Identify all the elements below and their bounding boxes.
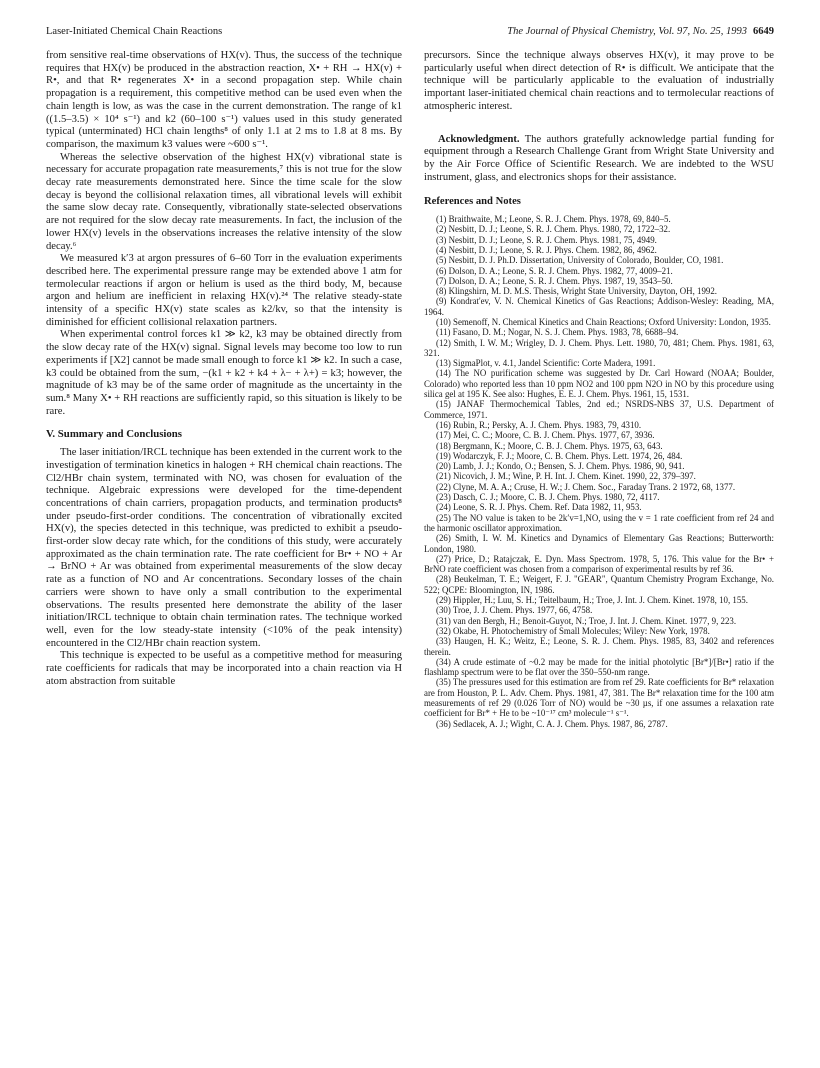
paragraph: precursors. Since the technique always observes HX(v), it may prove to be particularly useful when direct detection of R• is difficult. We anticipate that the technique will be particularly applicable to the evaluation of industrially important laser-initiated chemical chain reactions and to termolecular reactions of atmospheric interest. (424, 50, 774, 112)
journal-citation (507, 26, 774, 37)
references-list (424, 214, 774, 729)
paragraph: The laser initiation/IRCL technique has been extended in the current work to the investigation of termination kinetics in halogen + RH chemical chain reactions. The Cl2/HBr chain system, terminated with NO, was chosen for evaluation of the technique. Algebraic expressions were developed for the time-dependent concentrations of chain carriers, propagation products, and termination products⁸ under pseudo-first-order conditions. The concentration of vibrationally excited HX(v), the species detected in this technique, was predicted to exhibit a pseudo-first-order slow decay rate which, for the conditions of this study, were accurately approximated as the chain termination rate. The rate coefficient for Br• + NO + Ar → BrNO + Ar was obtained from experimental measurements of the slow decay rate as a function of NO and Ar concentrations. Secondary losses of the chain carriers were shown to have only a small contribution to the experimental observations. The results presented here demonstrate the ability of the laser initiation/IRCL technique to obtain chain termination rates. The technique worked well, even for the low steady-state intensity (<10% of the peak intensity) encountered in the Cl2/HBr chain reaction system. (46, 447, 402, 649)
acknowledgment-label: Acknowledgment. (438, 133, 520, 145)
reference-item: (16) Rubin, R.; Persky, A. J. Chem. Phys. 1983, 79, 4310. (436, 419, 642, 430)
acknowledgment-text: The authors gratefully acknowledge partial funding for equipment through a Research Challenge Grant from Wright State University and by the Air Force Office of Scientific Research. We are indebted to the WSU instrument, glass, and electronics shops for their assistance. (424, 133, 774, 183)
paragraph: We measured k′3 at argon pressures of 6–60 Torr in the evaluation experiments described here. The experimental pressure range may be extended above 1 atm for termolecular reactions if argon or helium is used as the third body, M, because argon and helium are inefficient in relaxing HX(v).²⁴ The relative steady-state intensity of a specific HX(v) state scales as k2/kv, so that the intensity is diminished for efficient collisional relaxation partners. (46, 253, 402, 328)
paragraph: Whereas the selective observation of the highest HX(v) vibrational state is necessary for accurate propagation rate measurements,⁷ this is not true for the slow decay rate measurements demonstrated here. Since the time scale for the slow decay is beyond the collisional relaxation times, all vibrational levels will exhibit the same slow decay rate. Consequently, vibrationally state-selected observations are not required for the slow decay rate measurements. In fact, the inclusion of the lower HX(v) levels in the observations increases the relative intensity of the slow decay.⁶ (46, 151, 402, 252)
paragraph: This technique is expected to be useful as a competitive method for measuring rate coefficients for radicals that may be incorporated into a chain reaction via H atom abstraction from suitable (46, 650, 402, 687)
reference-item: (31) van den Bergh, H.; Benoit-Guyot, N.; Troe, J. Int. J. Chem. Kinet. 1977, 9, 223. (436, 615, 737, 626)
reference-item: (23) Dasch, C. J.; Moore, C. B. J. Chem. Phys. 1980, 72, 4117. (436, 492, 660, 503)
reference-item: (32) Okabe, H. Photochemistry of Small Molecules; Wiley: New York, 1978. (436, 625, 710, 636)
reference-item: (33) Haugen, H. K.; Weitz, E.; Leone, S. R. J. Chem. Phys. 1985, 83, 3402 and references therein. (424, 636, 774, 657)
reference-item: (24) Leone, S. R. J. Phys. Chem. Ref. Data 1982, 11, 953. (436, 502, 642, 513)
reference-item: (35) The pressures used for this estimation are from ref 29. Rate coefficients for Br* relaxation are from Houston, P. L. Adv. Chem. Phys. 1981, 47, 381. The Br* relaxation time for the 100 atm measurements of ref 29 (0.026 Torr of NO) would be ~30 µs, if one assumes a relaxation rate coefficient for Br* + He to be ~10⁻¹⁷ cm³ molecule⁻¹ s⁻¹. (424, 677, 774, 719)
reference-item: (11) Fasano, D. M.; Nogar, N. S. J. Chem. Phys. 1983, 78, 6688–94. (436, 327, 679, 338)
reference-item: (10) Semenoff, N. Chemical Kinetics and Chain Reactions; Oxford University: London, 1935. (436, 317, 771, 327)
spacer (424, 114, 774, 124)
reference-item: (14) The NO purification scheme was suggested by Dr. Carl Howard (NOAA; Boulder, Colorado) who reported less than 10 ppm NO2 and 100 ppm N2O in NO by this procedure using silica gel at 195 K. See also: Hughes, E. E. J. Chem. Phys. 1961, 15, 1531. (424, 368, 774, 400)
page-header (46, 26, 774, 42)
reference-item: (3) Nesbitt, D. J.; Leone, S. R. J. Chem. Phys. 1981, 75, 4949. (436, 234, 657, 245)
reference-item: (34) A crude estimate of ~0.2 may be made for the initial photolytic [Br*]/[Br•] ratio if the flashlamp spectrum were to be flat over the 350–550-nm range. (424, 656, 774, 678)
reference-item: (6) Dolson, D. A.; Leone, S. R. J. Chem. Phys. 1982, 77, 4009–21. (436, 265, 673, 276)
reference-item: (26) Smith, I. W. M. Kinetics and Dynamics of Elementary Gas Reactions; Butterworth: London, 1980. (424, 533, 774, 554)
reference-item: (15) JANAF Thermochemical Tables, 2nd ed.; NSRDS-NBS 37, U.S. Department of Commerce, 1971. (424, 399, 774, 420)
reference-item: (2) Nesbitt, D. J.; Leone, S. R. J. Chem. Phys. 1980, 72, 1722–32. (436, 224, 671, 235)
reference-item: (20) Lamb, J. J.; Kondo, O.; Bensen, S. J. Chem. Phys. 1986, 90, 941. (436, 461, 685, 472)
reference-item: (29) Hippler, H.; Luu, S. H.; Teitelbaum, H.; Troe, J. Int. J. Chem. Kinet. 1978, 10, 155. (436, 595, 748, 606)
reference-item: (4) Nesbitt, D. J.; Leone, S. R. J. Phys. Chem. 1982, 86, 4962. (436, 244, 657, 255)
reference-item: (25) The NO value is taken to be 2k′v=1,NO, using the v = 1 rate coefficient from ref 24 and the harmonic oscillator approximation. (424, 512, 774, 533)
section-title: V. Summary and Conclusions (46, 428, 182, 441)
reference-item: (5) Nesbitt, D. J. Ph.D. Dissertation, University of Colorado, Boulder, CO, 1981. (436, 255, 724, 266)
right-column (424, 50, 774, 729)
reference-item: (13) SigmaPlot, v. 4.1, Jandel Scientific: Corte Madera, 1991. (436, 358, 656, 369)
reference-item: (7) Dolson, D. A.; Leone, S. R. J. Chem. Phys. 1987, 19, 3543–50. (436, 275, 673, 286)
reference-item: (28) Beukelman, T. E.; Weigert, F. J. "GEAR", Quantum Chemistry Program Exchange, No. 522; QCPE: Bloomington, IN, 1986. (424, 574, 774, 595)
left-column (46, 50, 402, 688)
journal-name: The Journal of Physical Chemistry, Vol. 97, No. 25, 1993 (507, 26, 747, 37)
reference-item: (21) Nicovich, J. M.; Wine, P. H. Int. J. Chem. Kinet. 1990, 22, 379–397. (436, 471, 696, 482)
references-title: References and Notes (424, 196, 521, 208)
reference-item: (22) Clyne, M. A. A.; Cruse, H. W.; J. Chem. Soc., Faraday Trans. 2 1972, 68, 1377. (436, 481, 736, 492)
paragraph: When experimental control forces k1 ≫ k2, k3 may be obtained directly from the slow decay rate of the HX(v) signal. Signal levels may become too low to run experiments if [X2] cannot be made small enough to force k1 ≫ k2. In such a case, k3 could be obtained from the sum, −(k1 + k2 + k4 + λ− + λ+) = k3; however, the magnitude of k3 may be of the same order of magnitude as the uncertainty in the sum.⁸ Many X• + RH reactions are sufficiently rapid, so this situation is likely to be rare. (46, 329, 402, 417)
reference-item: (1) Braithwaite, M.; Leone, S. R. J. Chem. Phys. 1978, 69, 840–5. (436, 214, 671, 225)
reference-item: (9) Kondrat'ev, V. N. Chemical Kinetics of Gas Reactions; Addison-Wesley: Reading, MA, 1964. (424, 296, 774, 317)
reference-item: (27) Price, D.; Ratajczak, E. Dyn. Mass Spectrom. 1978, 5, 176. This value for the Br• + BrNO rate coefficient was chosen from a comparison of experimental results by ref 36. (424, 553, 774, 575)
acknowledgment (424, 134, 774, 185)
reference-item: (18) Bergmann, K.; Moore, C. B. J. Chem. Phys. 1975, 63, 643. (436, 440, 663, 451)
running-title: Laser-Initiated Chemical Chain Reactions (46, 26, 223, 37)
reference-item: (17) Mei, C. C.; Moore, C. B. J. Chem. Phys. 1977, 67, 3936. (436, 430, 655, 441)
page-number: 6649 (753, 26, 774, 37)
reference-item: (12) Smith, I. W. M.; Wrigley, D. J. Chem. Phys. Lett. 1980, 70, 481; Chem. Phys. 1981, 63, 321. (424, 337, 774, 358)
reference-item: (36) Sedlacek, A. J.; Wight, C. A. J. Chem. Phys. 1987, 86, 2787. (436, 718, 668, 729)
reference-item: (30) Troe, J. J. Chem. Phys. 1977, 66, 4758. (436, 605, 593, 616)
spacer (424, 124, 774, 134)
reference-item: (19) Wodarczyk, F. J.; Moore, C. B. Chem. Phys. Lett. 1974, 26, 484. (436, 450, 683, 461)
reference-item: (8) Klingshirn, M. D. M.S. Thesis, Wright State University, Dayton, OH, 1992. (436, 286, 717, 297)
paragraph: from sensitive real-time observations of HX(v). Thus, the success of the technique requires that HX(v) be produced in the abstraction reaction, X• + RH → HX(v) + R•, and that R• regenerates X• in a second propagation step. While chain propagation is a requirement, this competitive method can be used even when the chain length is low, as was the case in the current demonstration. The range of k1 ((1.5–3.5) × 10⁴ s⁻¹) and k2 (60–100 s⁻¹) values used in this study generated typical (unterminated) HCl chain lengths⁸ of only 1.1 at 2 ms to 1.8 at 8 ms. By comparison, the maximum k3 values were ~600 s⁻¹. (46, 50, 402, 150)
